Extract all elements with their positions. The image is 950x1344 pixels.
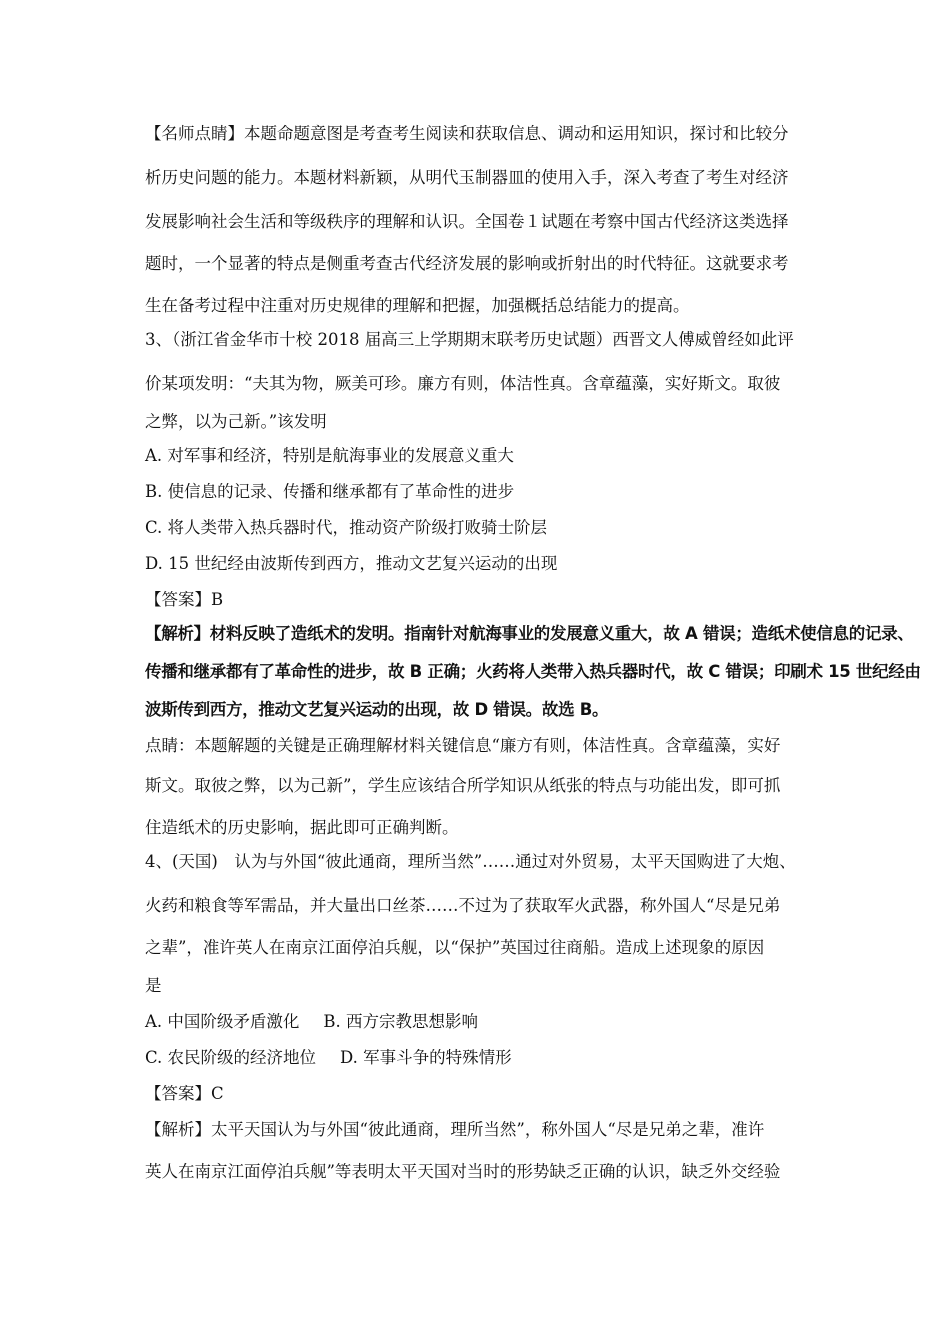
tips-line-5: 生在备考过程中注重对历史规律的理解和把握，加强概括总结能力的提高。 bbox=[145, 296, 690, 315]
q4-analysis-line-2: 英人在南京江面停泊兵舰”等表明太平天国对当时的形势缺乏正确的认识，缺乏外交经验 bbox=[145, 1162, 781, 1181]
q4-options-row-1 bbox=[145, 1012, 478, 1032]
q3-comment-line-2: 斯文。取彼之弊，以为己新”，学生应该结合所学知识从纸张的特点与功能出发，即可抓 bbox=[145, 776, 781, 795]
q4-answer: 【答案】C bbox=[145, 1084, 224, 1103]
q3-option-d: D. 15 世纪经由波斯传到西方，推动文艺复兴运动的出现 bbox=[145, 554, 558, 573]
q4-option-a: A. 中国阶级矛盾激化 bbox=[145, 1012, 300, 1031]
tips-line-1: 【名师点睛】本题命题意图是考查考生阅读和获取信息、调动和运用知识，探讨和比较分 bbox=[145, 124, 789, 143]
tips-line-4: 题时，一个显著的特点是侧重考查古代经济发展的影响或折射出的时代特征。这就要求考 bbox=[145, 254, 789, 273]
tips-line-3: 发展影响社会生活和等级秩序的理解和认识。全国卷１试题在考察中国古代经济这类选择 bbox=[145, 212, 789, 231]
q4-stem-line-1: 4、(天国) 认为与外国“彼此通商，理所当然”……通过对外贸易，太平天国购进了大炮、 bbox=[145, 852, 796, 871]
q4-options-row-2 bbox=[145, 1048, 512, 1068]
q4-option-b: B. 西方宗教思想影响 bbox=[323, 1012, 479, 1031]
q3-option-c: C. 将人类带入热兵器时代，推动资产阶级打败骑士阶层 bbox=[145, 518, 548, 537]
q3-analysis-line-2: 传播和继承都有了革命性的进步，故 B 正确；火药将人类带入热兵器时代，故 C 错误；印刷术 15 世纪经由 bbox=[145, 662, 921, 681]
q3-stem-line-3: 之弊，以为己新。”该发明 bbox=[145, 412, 327, 431]
q4-option-d: D. 军事斗争的特殊情形 bbox=[340, 1048, 512, 1067]
q4-stem-line-4: 是 bbox=[145, 976, 162, 995]
q4-analysis-line-1: 【解析】太平天国认为与外国“彼此通商，理所当然”，称外国人“尽是兄弟之辈，准许 bbox=[145, 1120, 765, 1139]
q4-stem-line-2: 火药和粮食等军需品，并大量出口丝茶……不过为了获取军火武器，称外国人“尽是兄弟 bbox=[145, 896, 781, 915]
q4-option-c: C. 农民阶级的经济地位 bbox=[145, 1048, 317, 1067]
q3-option-a: A. 对军事和经济，特别是航海事业的发展意义重大 bbox=[145, 446, 514, 465]
tips-line-2: 析历史问题的能力。本题材料新颖，从明代玉制器皿的使用入手，深入考查了考生对经济 bbox=[145, 168, 789, 187]
q3-analysis-line-1: 【解析】材料反映了造纸术的发明。指南针对航海事业的发展意义重大，故 A 错误；造纸术使信息的记录、 bbox=[145, 624, 914, 643]
q3-stem-line-2: 价某项发明：“夫其为物，厥美可珍。廉方有则，体洁性真。含章蕴藻，实好斯文。取彼 bbox=[145, 374, 781, 393]
q3-comment-line-1: 点睛：本题解题的关键是正确理解材料关键信息“廉方有则，体洁性真。含章蕴藻，实好 bbox=[145, 736, 781, 755]
q3-option-b: B. 使信息的记录、传播和继承都有了革命性的进步 bbox=[145, 482, 515, 501]
q4-stem-line-3: 之辈”，准许英人在南京江面停泊兵舰，以“保护”英国过往商船。造成上述现象的原因 bbox=[145, 938, 765, 957]
q3-stem-line-1: 3、（浙江省金华市十校 2018 届高三上学期期末联考历史试题）西晋文人傅威曾经如此评 bbox=[145, 330, 794, 349]
q3-analysis-line-3: 波斯传到西方，推动文艺复兴运动的出现，故 D 错误。故选 B。 bbox=[145, 700, 609, 719]
q3-answer: 【答案】B bbox=[145, 590, 224, 609]
q3-comment-line-3: 住造纸术的历史影响，据此即可正确判断。 bbox=[145, 818, 459, 837]
